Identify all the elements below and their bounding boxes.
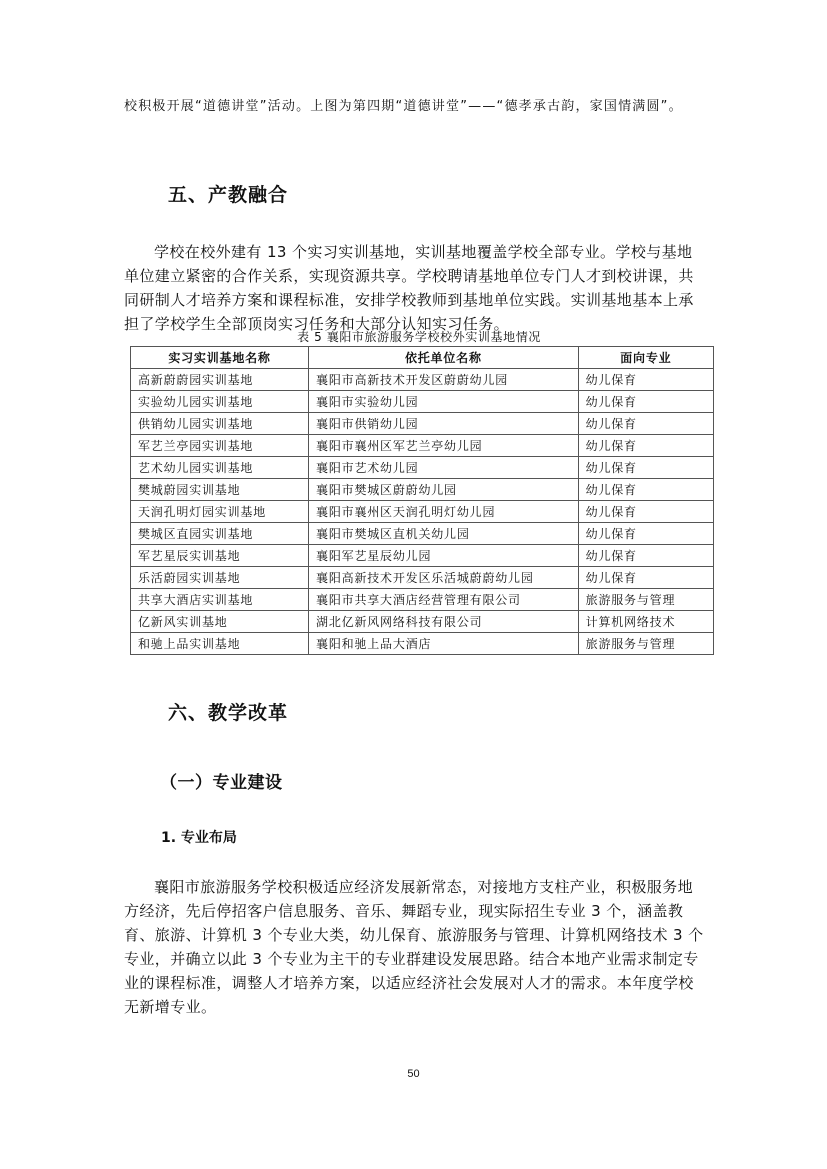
cell-host-unit: 襄阳市樊城区直机关幼儿园 [309, 523, 579, 545]
table-row [131, 391, 714, 413]
table-header-row [131, 347, 714, 369]
cell-base-name: 天润孔明灯园实训基地 [131, 501, 309, 523]
training-bases-table [130, 346, 714, 655]
section-5-heading: 五、产教融合 [168, 184, 289, 206]
cell-major: 幼儿保育 [578, 523, 713, 545]
cell-major: 旅游服务与管理 [578, 633, 713, 655]
intro-paragraph: 校积极开展“道德讲堂”活动。上图为第四期“道德讲堂”——“德孝承古韵，家国情满圆”。 [124, 99, 683, 114]
table-row [131, 611, 714, 633]
table-row [131, 545, 714, 567]
cell-host-unit: 襄阳市艺术幼儿园 [309, 457, 579, 479]
cell-base-name: 和驰上品实训基地 [131, 633, 309, 655]
cell-major: 幼儿保育 [578, 567, 713, 589]
subsection-heading: （一）专业建设 [160, 773, 283, 793]
header-base-name: 实习实训基地名称 [131, 347, 309, 369]
table-row [131, 589, 714, 611]
page-number: 50 [407, 1068, 420, 1080]
table-row [131, 479, 714, 501]
cell-major: 幼儿保育 [578, 479, 713, 501]
cell-base-name: 艺术幼儿园实训基地 [131, 457, 309, 479]
cell-base-name: 供销幼儿园实训基地 [131, 413, 309, 435]
header-major: 面向专业 [578, 347, 713, 369]
subsubsection-heading: 1. 专业布局 [161, 830, 237, 846]
cell-host-unit: 襄阳市襄州区天润孔明灯幼儿园 [309, 501, 579, 523]
table-row [131, 413, 714, 435]
cell-major: 幼儿保育 [578, 457, 713, 479]
table-caption: 表 5 襄阳市旅游服务学校校外实训基地情况 [297, 330, 541, 344]
cell-host-unit: 襄阳市实验幼儿园 [309, 391, 579, 413]
cell-base-name: 军艺星辰实训基地 [131, 545, 309, 567]
section-6-heading: 六、教学改革 [168, 702, 289, 724]
section-5-paragraph: 学校在校外建有 13 个实习实训基地，实训基地覆盖学校全部专业。学校与基地单位建立紧密的合作关系，实现资源共享。学校聘请基地单位专门人才到校讲课，共同研制人才培养方案和课程标准，安排学校教师到基地单位实践。实训基地基本上承担了学校学生全部顶岗实习任务和大部分认知实习任务。 [124, 243, 694, 333]
cell-host-unit: 襄阳军艺星辰幼儿园 [309, 545, 579, 567]
table-row [131, 633, 714, 655]
cell-host-unit: 襄阳市樊城区蔚蔚幼儿园 [309, 479, 579, 501]
table-row [131, 567, 714, 589]
cell-base-name: 乐活蔚园实训基地 [131, 567, 309, 589]
cell-base-name: 军艺兰亭园实训基地 [131, 435, 309, 457]
cell-base-name: 共享大酒店实训基地 [131, 589, 309, 611]
cell-host-unit: 湖北亿新风网络科技有限公司 [309, 611, 579, 633]
cell-host-unit: 襄阳高新技术开发区乐活城蔚蔚幼儿园 [309, 567, 579, 589]
cell-major: 幼儿保育 [578, 501, 713, 523]
table-row [131, 457, 714, 479]
cell-base-name: 高新蔚蔚园实训基地 [131, 369, 309, 391]
cell-host-unit: 襄阳市供销幼儿园 [309, 413, 579, 435]
cell-major: 计算机网络技术 [578, 611, 713, 633]
cell-major: 旅游服务与管理 [578, 589, 713, 611]
cell-base-name: 樊城区直园实训基地 [131, 523, 309, 545]
cell-major: 幼儿保育 [578, 435, 713, 457]
cell-major: 幼儿保育 [578, 545, 713, 567]
table-row [131, 369, 714, 391]
cell-base-name: 亿新风实训基地 [131, 611, 309, 633]
header-host-unit: 依托单位名称 [309, 347, 579, 369]
table-row [131, 435, 714, 457]
table-row [131, 501, 714, 523]
cell-host-unit: 襄阳市共享大酒店经营管理有限公司 [309, 589, 579, 611]
cell-host-unit: 襄阳市襄州区军艺兰亭幼儿园 [309, 435, 579, 457]
cell-host-unit: 襄阳和驰上品大酒店 [309, 633, 579, 655]
section-6-paragraph: 襄阳市旅游服务学校积极适应经济发展新常态，对接地方支柱产业，积极服务地方经济，先后停招客户信息服务、音乐、舞蹈专业，现实际招生专业 3 个，涵盖教育、旅游、计算机 3 个专业大类，幼儿保育、旅游服务与管理、计算机网络技术 3 个专业，并确立以此 3 个专业为主干的专业群建设发展思路。结合本地产业需求制定专业的课程标准，调整人才培养方案，以适应经济社会发展对人才的需求。本年度学校无新增专业。 [124, 878, 704, 1016]
cell-major: 幼儿保育 [578, 413, 713, 435]
cell-base-name: 实验幼儿园实训基地 [131, 391, 309, 413]
cell-major: 幼儿保育 [578, 391, 713, 413]
table-row [131, 523, 714, 545]
cell-host-unit: 襄阳市高新技术开发区蔚蔚幼儿园 [309, 369, 579, 391]
cell-major: 幼儿保育 [578, 369, 713, 391]
cell-base-name: 樊城蔚园实训基地 [131, 479, 309, 501]
